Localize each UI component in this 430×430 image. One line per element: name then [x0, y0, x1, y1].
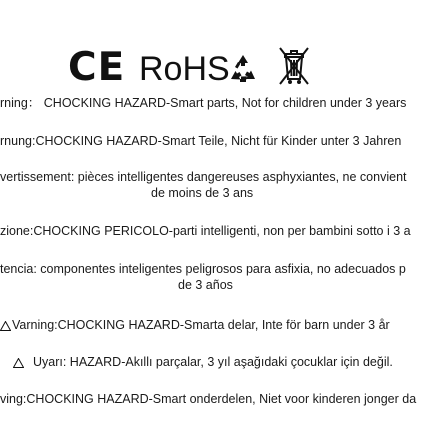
- recycle-icon: [226, 52, 260, 86]
- rohs-mark: RoHS: [139, 50, 230, 88]
- warning-text: tencia: componentes inteligentes peligrosos para asfixia, no adecuados p: [0, 262, 406, 276]
- warning-triangle-icon: [0, 321, 11, 331]
- warning-text: zione:CHOCKING PERICOLO-parti intelligenti, non per bambini sotto i 3 a: [0, 224, 411, 238]
- warning-text: Varning:CHOCKING HAZARD-Smarta delar, Inte för barn under 3 år: [12, 318, 390, 332]
- warning-triangle-icon: [13, 358, 24, 368]
- warning-text: vertissement: pièces intelligentes dangereuses asphyxiantes, ne convient: [0, 170, 407, 184]
- warning-text: Uyarı: HAZARD-Akıllı parçalar, 3 yıl aşağıdaki çocuklar için değil.: [33, 355, 393, 369]
- warning-text-continued: de moins de 3 ans: [151, 186, 254, 200]
- ce-mark: CE: [68, 45, 126, 90]
- weee-crossed-bin-icon: [277, 45, 311, 89]
- warning-text: rnung:CHOCKING HAZARD-Smart Teile, Nicht für Kinder unter 3 Jahren: [0, 134, 402, 148]
- warning-text: ving:CHOCKING HAZARD-Smart onderdelen, Niet voor kinderen jonger da: [0, 392, 417, 406]
- certification-marks: [0, 42, 430, 94]
- warning-text-continued: de 3 años: [178, 278, 233, 292]
- warning-text: rning： CHOCKING HAZARD-Smart parts, Not for children under 3 years: [0, 96, 407, 110]
